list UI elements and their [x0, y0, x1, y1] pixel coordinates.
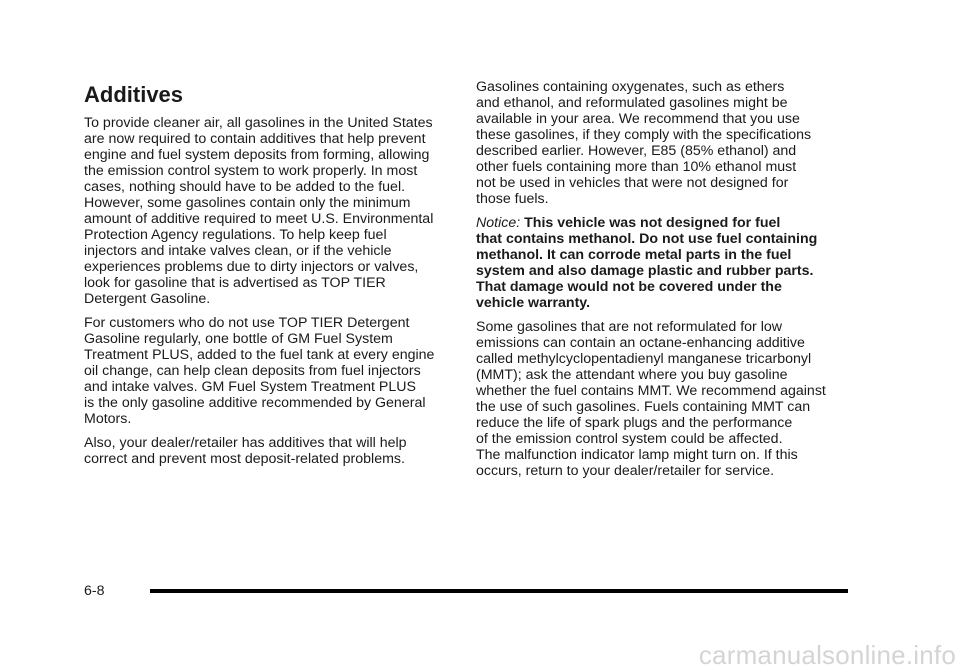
- notice-text: This vehicle was not designed for fuel that contains methanol. Do not use fuel containing methanol. It can corrode metal parts in the fuel system and also damage plastic and rubber parts. That damage would not be covered under the vehicle warranty.: [476, 215, 818, 311]
- notice-label: Notice:: [476, 215, 521, 231]
- watermark: carmanualsonline.info: [698, 640, 956, 670]
- paragraph-oxygenates: Gasolines containing oxygenates, such as ethers and ethanol, and reformulated gasolines might be available in your area. We recommend that you use these gasolines, if they comply with the specifications described earlier. However, E85 (85% ethanol) and other fuels containing more than 10% ethanol must not be used in vehicles that were not designed for those fuels.: [476, 79, 812, 207]
- left-column: [84, 78, 454, 475]
- paragraph-additives-intro: To provide cleaner air, all gasolines in the United States are now required to contain additives that help prevent engine and fuel system deposits from forming, allowing the emission control system to work properly. In most cases, nothing should have to be added to the fuel. However, some gasolines contain only the minimum amount of additive required to meet U.S. Environmental Protection Agency regulations. To help keep fuel injectors and intake valves clean, or if the vehicle experiences problems due to dirty injectors or valves, look for gasoline that is advertised as TOP TIER Detergent Gasoline.: [84, 115, 434, 307]
- page-number: 6-8: [84, 583, 105, 599]
- right-column: [476, 79, 846, 487]
- paragraph-mmt: Some gasolines that are not reformulated for low emissions can contain an octane-enhancing additive called methylcyclopentadienyl manganese tricarbonyl (MMT); ask the attendant where you buy gasoline whether the fuel contains MMT. We recommend against the use of such gasolines. Fuels containing MMT can reduce the life of spark plugs and the performance of the emission control system could be affected. The malfunction indicator lamp might turn on. If this occurs, return to your dealer/retailer for service.: [476, 319, 826, 479]
- notice-methanol: [476, 215, 846, 311]
- section-heading-additives: Additives: [84, 82, 184, 107]
- footer-divider: [150, 589, 848, 593]
- paragraph-dealer-additives: Also, your dealer/retailer has additives that will help correct and prevent most deposit-related problems.: [84, 435, 407, 467]
- paragraph-fuel-system-treatment: For customers who do not use TOP TIER Detergent Gasoline regularly, one bottle of GM Fuel System Treatment PLUS, added to the fuel tank at every engine oil change, can help clean deposits from fuel injectors and intake valves. GM Fuel System Treatment PLUS is the only gasoline additive recommended by General Motors.: [84, 315, 435, 427]
